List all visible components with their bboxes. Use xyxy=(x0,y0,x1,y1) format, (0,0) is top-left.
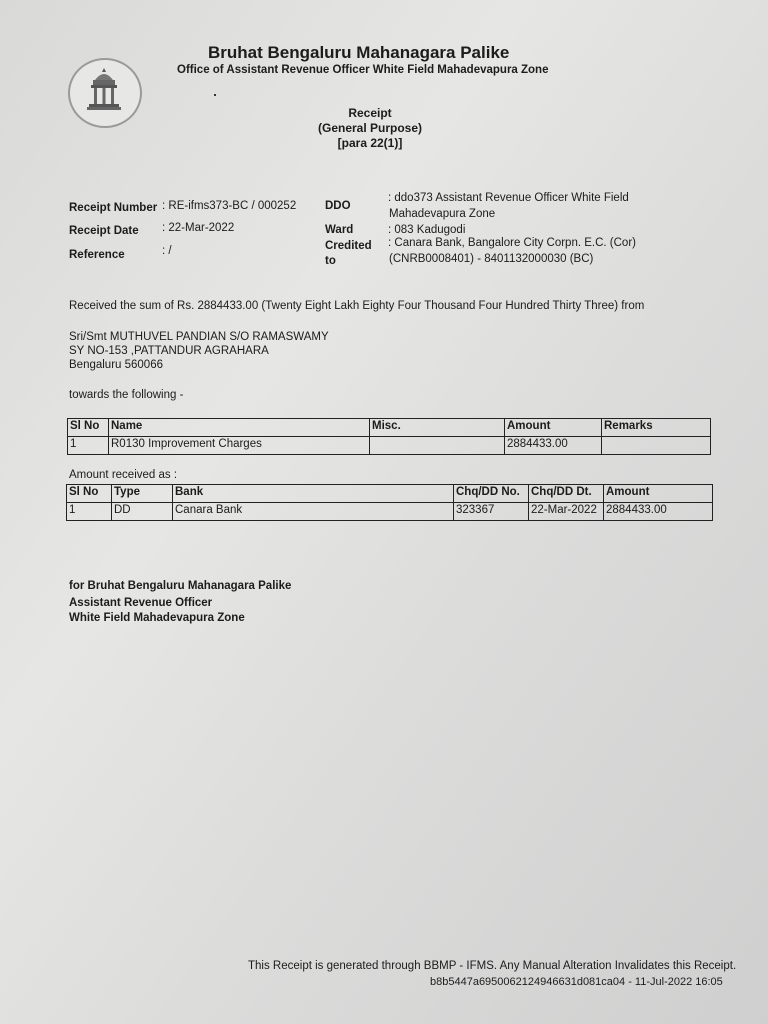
payment-table-header xyxy=(67,485,713,503)
dot-mark xyxy=(214,94,216,96)
cell-misc xyxy=(370,437,505,455)
receipt-date-value: : 22-Mar-2022 xyxy=(162,222,235,234)
bbmp-seal-icon xyxy=(68,58,142,128)
receipt-para: [para 22(1)] xyxy=(337,136,403,150)
cell-amount: 2884433.00 xyxy=(505,437,602,455)
col-chq-no: Chq/DD No. xyxy=(454,485,529,503)
ddo-value-line2: Mahadevapura Zone xyxy=(389,208,496,220)
ddo-value-line1: : ddo373 Assistant Revenue Officer White Field xyxy=(388,192,629,204)
credited-label: Credited xyxy=(325,240,372,252)
office-name: Office of Assistant Revenue Officer White Field Mahadevapura Zone xyxy=(177,64,549,76)
towards-text: towards the following - xyxy=(69,389,184,401)
col-sl-no: Sl No xyxy=(67,485,112,503)
col-remarks: Remarks xyxy=(602,419,711,437)
reference-label: Reference xyxy=(69,249,125,261)
col-misc: Misc. xyxy=(370,419,505,437)
credited-value-line2: (CNRB0008401) - 8401132000030 (BC) xyxy=(389,253,594,265)
ward-value: : 083 Kadugodi xyxy=(388,224,466,236)
cell-remarks xyxy=(602,437,711,455)
items-table xyxy=(67,418,711,455)
items-table-header xyxy=(68,419,711,437)
receipt-subtitle: (General Purpose) xyxy=(317,121,423,135)
received-sum-text: Received the sum of Rs. 2884433.00 (Twenty Eight Lakh Eighty Four Thousand Four Hundred Thirty Three) from xyxy=(69,300,645,312)
cell-chq-no: 323367 xyxy=(454,503,529,521)
receipt-title: Receipt xyxy=(348,106,392,120)
payer-city: Bengaluru 560066 xyxy=(69,359,163,371)
receipt-number-label: Receipt Number xyxy=(69,202,158,214)
org-name: Bruhat Bengaluru Mahanagara Palike xyxy=(208,43,510,62)
cell-bank: Canara Bank xyxy=(173,503,454,521)
footer-note: This Receipt is generated through BBMP - IFMS. Any Manual Alteration Invalidates this Receipt. xyxy=(248,960,737,972)
table-row xyxy=(68,437,711,455)
cell-name: R0130 Improvement Charges xyxy=(109,437,370,455)
cell-type: DD xyxy=(112,503,173,521)
signature-zone: White Field Mahadevapura Zone xyxy=(69,612,245,624)
receipt-number-value: : RE-ifms373-BC / 000252 xyxy=(162,200,297,212)
payer-address: SY NO-153 ,PATTANDUR AGRAHARA xyxy=(69,345,269,357)
cell-sl-no: 1 xyxy=(68,437,109,455)
col-chq-date: Chq/DD Dt. xyxy=(529,485,604,503)
col-type: Type xyxy=(112,485,173,503)
col-bank: Bank xyxy=(173,485,454,503)
col-name: Name xyxy=(109,419,370,437)
col-amount: Amount xyxy=(505,419,602,437)
col-amount: Amount xyxy=(604,485,713,503)
table-row xyxy=(67,503,713,521)
cell-sl-no: 1 xyxy=(67,503,112,521)
footer-hash: b8b5447a6950062124946631d081ca04 - 11-Jul-2022 16:05 xyxy=(430,976,723,988)
amount-received-as: Amount received as : xyxy=(69,469,178,481)
receipt-date-label: Receipt Date xyxy=(69,225,139,237)
cell-amount: 2884433.00 xyxy=(604,503,713,521)
payment-table xyxy=(66,484,713,521)
col-sl-no: Sl No xyxy=(68,419,109,437)
ward-label: Ward xyxy=(325,224,354,236)
payer-name: Sri/Smt MUTHUVEL PANDIAN S/O RAMASWAMY xyxy=(69,331,329,343)
signature-officer: Assistant Revenue Officer xyxy=(69,597,213,609)
cell-chq-date: 22-Mar-2022 xyxy=(529,503,604,521)
signature-org: for Bruhat Bengaluru Mahanagara Palike xyxy=(69,580,292,592)
ddo-label: DDO xyxy=(325,200,351,212)
credited-to-label: to xyxy=(325,255,336,267)
reference-value: : / xyxy=(162,245,172,257)
credited-value-line1: : Canara Bank, Bangalore City Corpn. E.C. (Cor) xyxy=(388,237,636,249)
